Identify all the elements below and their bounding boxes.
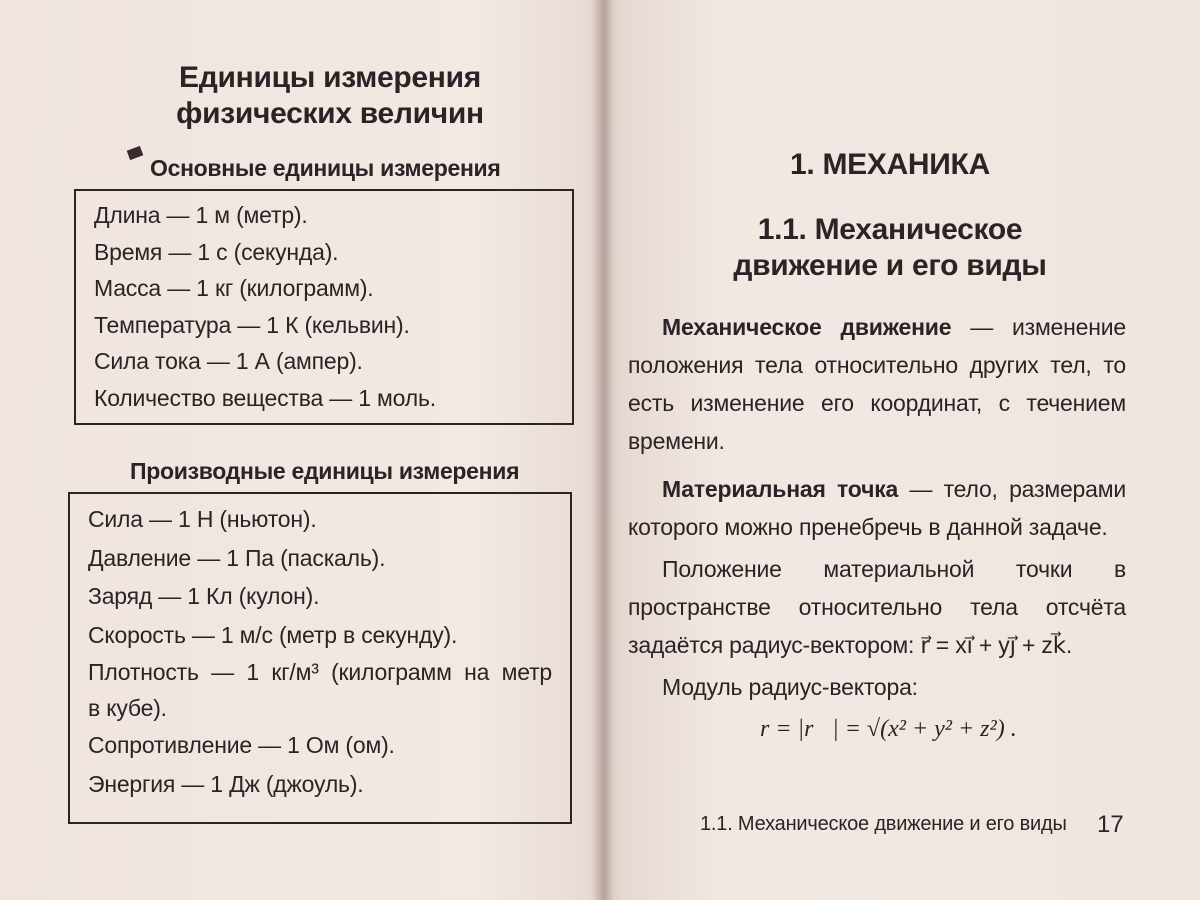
- unit-item: Заряд — 1 Кл (кулон).: [88, 583, 320, 609]
- unit-item: Длина — 1 м (метр).: [94, 202, 308, 228]
- unit-item: Энергия — 1 Дж (джоуль).: [88, 770, 364, 797]
- unit-item: Скорость — 1 м/с (метр в секунду).: [88, 621, 458, 648]
- paragraph-mechanical-motion: [628, 308, 1126, 460]
- subsection-title: 1.1. Механическое движение и его виды: [733, 213, 1047, 282]
- paragraph-modulus: [628, 668, 1126, 706]
- definition-text: — тело, размерами которого можно пренебречь в данной задаче.: [628, 476, 1126, 540]
- unit-item: Сила — 1 Н (ньютон).: [88, 506, 317, 532]
- unit-item: Плотность — 1 кг/м³ (килограмм на метр: [88, 659, 552, 685]
- basic-units-box: [74, 189, 574, 425]
- term-material-point: Материальная точка: [662, 476, 899, 502]
- unit-item: Сила тока — 1 А (ампер).: [94, 348, 363, 374]
- unit-item: Температура — 1 К (кельвин).: [94, 311, 410, 338]
- section-title: 1. МЕХАНИКА: [790, 148, 990, 181]
- unit-item-continuation: в кубе).: [88, 695, 167, 721]
- basic-units-heading: Основные единицы измерения: [150, 155, 501, 181]
- page-number: 17: [1097, 811, 1124, 838]
- unit-item: Количество вещества — 1 моль.: [94, 384, 436, 411]
- modulus-text: Модуль радиус-вектора:: [662, 674, 918, 700]
- radius-vector-formula: r = |r⃗| = √(x² + y² + z²) .: [760, 716, 1017, 742]
- derived-units-box: [68, 492, 572, 824]
- position-text: Положение материальной точки в пространстве относительно тела отсчёта задаётся радиус-вектором: r⃗ = xi⃗ + yj⃗ + zk⃗.: [628, 556, 1126, 658]
- derived-units-heading: Производные единицы измерения: [130, 458, 520, 484]
- unit-item: Время — 1 с (секунда).: [94, 238, 339, 265]
- definition-text: — изменение положения тела относительно других тел, то есть изменение его координат, с течением времени.: [628, 314, 1126, 454]
- paragraph-position: [628, 550, 1126, 664]
- paragraph-material-point: [628, 470, 1126, 546]
- unit-item: Сопротивление — 1 Ом (ом).: [88, 732, 395, 758]
- term-mechanical-motion: Механическое движение: [662, 314, 952, 340]
- left-page: [0, 0, 595, 900]
- unit-item: Масса — 1 кг (килограмм).: [94, 275, 374, 301]
- ink-mark: [127, 146, 144, 160]
- page-title: Единицы измерения физических величин: [176, 61, 484, 130]
- running-footer: 1.1. Механическое движение и его виды: [700, 813, 1067, 835]
- book-spine: [592, 0, 614, 900]
- unit-item: Давление — 1 Па (паскаль).: [88, 544, 386, 571]
